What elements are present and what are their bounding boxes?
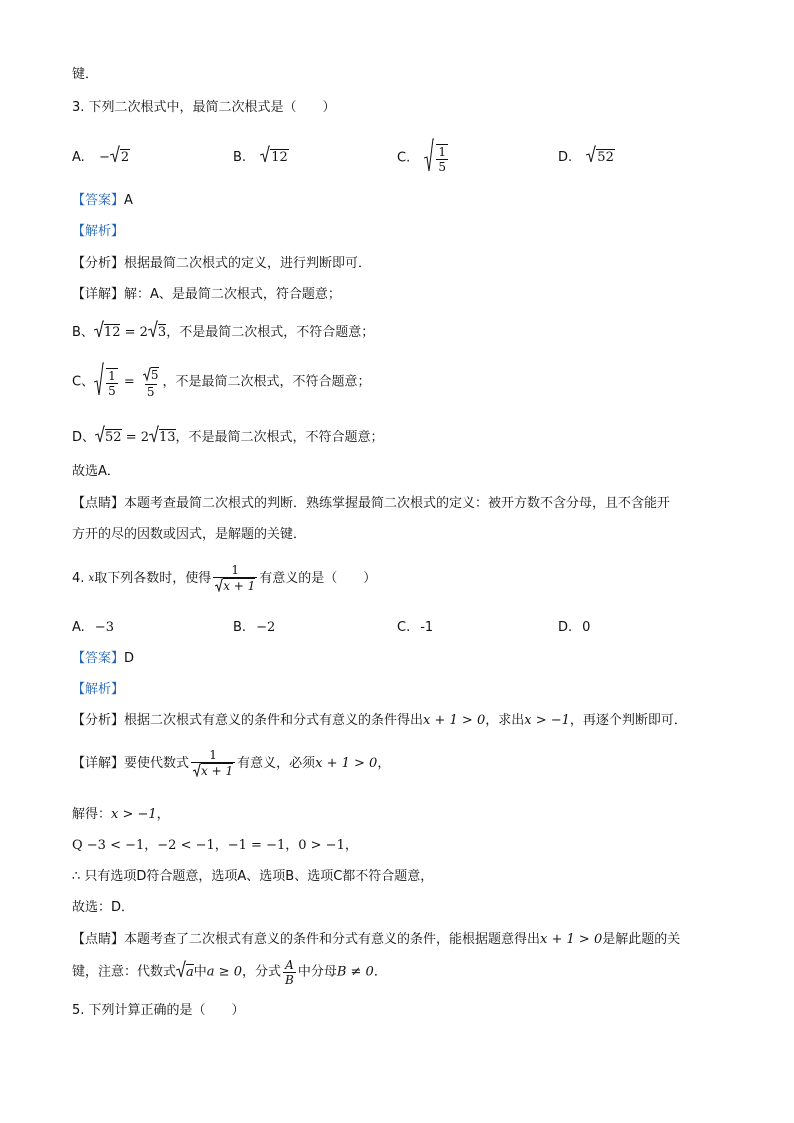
q3-option-c: C. $\frac{1}{5}$ <box>397 138 450 179</box>
q3-choice: 故选A． <box>72 464 120 479</box>
sqrt-symbol <box>95 425 105 450</box>
q4-option-d: D. 0 <box>558 620 591 635</box>
q4-comment-2: 键，注意：代数式 a中a ≥ 0，分式 $\frac{A}{B}$ 中分母B ≠ 0． <box>72 958 387 987</box>
question-4-title: 4. x取下列各数时，使得 $\frac{1}{x + 1}$ 有意义的是（ ） <box>72 563 377 593</box>
q3-comment-2: 方开的尽的因数或因式，是解题的关键． <box>72 527 307 542</box>
q4-answer: 【答案】D <box>72 651 135 666</box>
q3-detail-b: B、 12 = 2 3，不是最简二次根式，不符合题意； <box>72 320 374 345</box>
question-3-title: 3. 下列二次根式中，最简二次根式是（ ） <box>72 100 336 115</box>
q3-analysis-heading: 【解析】 <box>72 224 125 239</box>
sqrt-symbol <box>148 320 158 345</box>
sqrt-symbol <box>586 145 596 170</box>
q3-comment-1: 【点睛】本题考查最简二次根式的判断．熟练掌握最简二次根式的定义：被开方数不含分母，且不含能开 <box>72 496 671 511</box>
q4-option-b: B. −2 <box>233 620 276 635</box>
sqrt-symbol <box>424 138 434 179</box>
q3-answer: 【答案】A <box>72 193 133 208</box>
text-line: 键． <box>72 67 99 82</box>
q3-detail: 【详解】解：A、是最简二次根式，符合题意； <box>72 287 341 302</box>
q4-option-c: C. -1 <box>397 620 434 635</box>
q3-option-a: A. − 2 <box>72 145 130 170</box>
q3-option-d: D. 52 <box>558 145 615 170</box>
q4-compare: Q −3 < −1，−2 < −1，−1 = −1，0 > −1， <box>72 838 358 853</box>
q3-detail-d: D、 52 = 2 13，不是最简二次根式，不符合题意； <box>72 425 384 450</box>
sqrt-symbol <box>215 578 223 595</box>
q4-comment-1: 【点睛】本题考查了二次根式有意义的条件和分式有意义的条件，能根据题意得出x + 1 > 0是解此题的关 <box>72 932 681 947</box>
q3-detail-c: C、 $\frac{1}{5}$ = $\frac{5}{5}$ ，不是最简二次根式，不符合题意； <box>72 362 371 403</box>
q3-option-b: B. 12 <box>233 145 289 170</box>
q4-analysis: 【分析】根据二次根式有意义的条件和分式有意义的条件得出x + 1 > 0，求出x > −1，再逐个判断即可． <box>72 713 687 728</box>
q4-therefore: ∴ 只有选项D符合题意，选项A、选项B、选项C都不符合题意， <box>72 869 434 884</box>
q4-solve: 解得：x > −1， <box>72 807 170 822</box>
sqrt-symbol <box>149 425 159 450</box>
sqrt-symbol <box>143 367 151 384</box>
q4-choice: 故选：D． <box>72 900 135 915</box>
q4-analysis-heading: 【解析】 <box>72 682 125 697</box>
q4-option-a: A. −3 <box>72 620 114 635</box>
sqrt-symbol <box>193 763 201 780</box>
sqrt-symbol <box>94 320 104 345</box>
q4-detail: 【详解】要使代数式 $\frac{1}{x + 1}$ 有意义，必须x + 1 > 0， <box>72 748 391 778</box>
sqrt-symbol <box>94 362 104 403</box>
sqrt-symbol <box>260 145 270 170</box>
sqrt-symbol <box>176 960 186 985</box>
sqrt-symbol <box>110 145 120 170</box>
question-5-title: 5. 下列计算正确的是（ ） <box>72 1003 245 1018</box>
q3-analysis: 【分析】根据最简二次根式的定义，进行判断即可． <box>72 256 372 271</box>
